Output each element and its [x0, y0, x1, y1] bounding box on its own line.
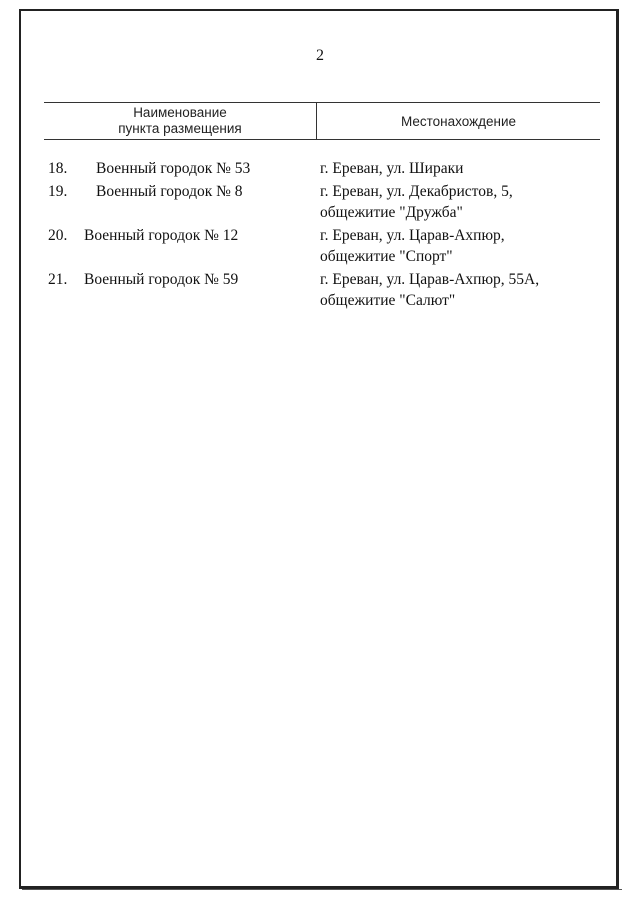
header-name-line-2: пункта размещения	[118, 121, 242, 136]
row-location-line: г. Ереван, ул. Царав-Ахпюр, 55А,	[320, 271, 540, 288]
row-location-cell	[320, 225, 600, 267]
header-name-line-1: Наименование	[133, 105, 227, 120]
row-name-cell	[48, 181, 320, 223]
page-number: 2	[316, 47, 324, 64]
table-header	[44, 102, 600, 140]
row-name-cell	[48, 225, 320, 267]
row-location-line: общежитие "Спорт"	[320, 248, 453, 265]
row-number: 20.	[48, 227, 68, 244]
row-name: Военный городок № 53	[96, 160, 251, 177]
row-location-line: г. Ереван, ул. Царав-Ахпюр,	[320, 227, 505, 244]
row-name: Военный городок № 8	[96, 183, 243, 200]
row-number: 21.	[48, 271, 68, 288]
header-name-column	[44, 103, 317, 139]
row-location-line: г. Ереван, ул. Декабристов, 5,	[320, 183, 513, 200]
row-location-cell	[320, 158, 600, 179]
table-row	[48, 225, 600, 267]
row-location-line: г. Ереван, ул. Шираки	[320, 160, 464, 177]
row-name: Военный городок № 12	[84, 227, 239, 244]
row-name: Военный городок № 59	[84, 271, 239, 288]
row-location-line: общежитие "Салют"	[320, 292, 456, 309]
table-row	[48, 181, 600, 223]
row-name-cell	[48, 269, 320, 311]
page-border-shadow	[22, 889, 622, 893]
row-number: 19.	[48, 183, 68, 200]
table-body	[48, 158, 600, 311]
header-location-column: Местонахождение	[400, 113, 517, 129]
page-border	[19, 9, 619, 889]
row-name-cell	[48, 158, 320, 179]
row-location-line: общежитие "Дружба"	[320, 204, 463, 221]
table-row	[48, 158, 600, 179]
row-location-cell	[320, 269, 600, 311]
row-number: 18.	[48, 160, 68, 177]
table-row	[48, 269, 600, 311]
row-location-cell	[320, 181, 600, 223]
